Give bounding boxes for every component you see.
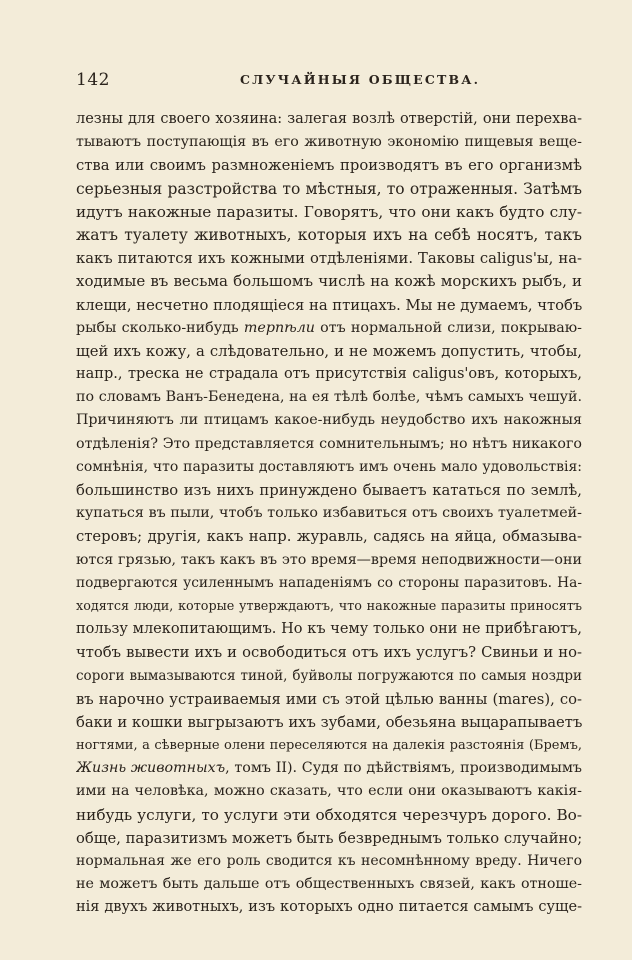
text-segment: ются грязью, такъ какъ въ это время—время неподвижности—они (76, 551, 582, 568)
text-segment: въ нарочно устраиваемыя ими съ этой цѣлью ванны (mares), со- (76, 690, 582, 708)
body-text (76, 108, 582, 920)
text-segment: отъ нормальной слизи, покрываю- (314, 319, 582, 336)
text-line (76, 525, 582, 548)
text-segment: ства или своимъ размноженіемъ производятъ въ его организмѣ (76, 157, 582, 175)
text-line (76, 154, 582, 177)
text-line (76, 873, 582, 896)
text-line (76, 502, 582, 525)
text-segment: чтобъ вывести ихъ и освободиться отъ ихъ услугъ? Свиньи и но- (76, 644, 582, 662)
text-line (76, 108, 582, 131)
text-segment: ходимые въ весьма большомъ числѣ на кожѣ морскихъ рыбъ, и (76, 272, 582, 291)
text-line (76, 178, 582, 201)
text-segment: обще, паразитизмъ можетъ быть безвреднымъ только случайно; (76, 829, 582, 847)
text-line (76, 270, 582, 293)
text-segment: большинство изъ нихъ принуждено бываетъ кататься по землѣ, (76, 482, 582, 499)
text-line (76, 595, 582, 618)
text-line (76, 224, 582, 247)
text-line (76, 827, 582, 850)
text-segment: идутъ накожные паразиты. Говорятъ, что они какъ будто слу- (76, 202, 582, 221)
text-segment: , томъ II). Судя по дѣйствіямъ, производимымъ (225, 760, 582, 777)
text-line (76, 711, 582, 734)
text-line (76, 294, 582, 317)
text-line (76, 780, 582, 803)
text-line (76, 247, 582, 270)
text-line (76, 688, 582, 711)
text-line (76, 850, 582, 873)
text-segment: ногтями, а сѣверные олени переселяются на далекія разстоянія (Бремъ, (76, 738, 582, 754)
text-segment: серьезныя разстройства то мѣстныя, то отраженныя. Затѣмъ (76, 179, 582, 198)
text-segment: клещи, несчетно плодящіеся на птицахъ. Мы не думаемъ, чтобъ (76, 296, 582, 314)
text-segment: рыбы сколько-нибудь (76, 319, 244, 336)
text-segment: нія двухъ животныхъ, изъ которыхъ одно питается самымъ суще- (76, 899, 582, 916)
text-segment: нормальная же его роль сводится къ несомнѣнному вреду. Ничего (76, 853, 582, 869)
italic-text: терпѣли (243, 319, 315, 336)
text-line (76, 201, 582, 224)
text-segment: не можетъ быть дальше отъ общественныхъ связей, какъ отноше- (76, 876, 582, 893)
text-segment: щей ихъ кожу, а слѣдовательно, и не можемъ допустить, чтобы, (76, 342, 582, 360)
italic-text: Жизнь животныхъ (76, 760, 226, 777)
text-line (76, 456, 582, 479)
text-segment: напр., треска не страдала отъ присутствія caligus'овъ, которыхъ, (76, 366, 582, 383)
text-line (76, 757, 582, 780)
text-line (76, 340, 582, 363)
text-segment: лезны для своего хозяина: залегая возлѣ отверстій, они перехва- (76, 111, 582, 127)
text-line (76, 317, 582, 340)
text-segment: по словамъ Ванъ-Бенедена, на ея тѣлѣ болѣе, чѣмъ самыхъ чешуй. (76, 389, 582, 406)
text-line (76, 734, 582, 757)
text-segment: подвергаются усиленнымъ нападеніямъ со стороны паразитовъ. На- (76, 574, 582, 591)
text-line (76, 549, 582, 572)
text-segment: отдѣленія? Это представляется сомнительнымъ; но нѣтъ никакого (76, 435, 582, 452)
text-line (76, 572, 582, 595)
text-segment: тываютъ поступающія въ его животную экономію пищевыя веще- (76, 134, 582, 151)
text-segment: стеровъ; другія, какъ напр. журавль, садясь на яйца, обмазыва- (76, 528, 582, 546)
text-line (76, 409, 582, 432)
text-segment: купаться въ пыли, чтобъ только избавиться отъ своихъ туалетмей- (76, 505, 582, 522)
text-line (76, 896, 582, 919)
text-line (76, 131, 582, 154)
text-line (76, 363, 582, 386)
text-segment: Причиняютъ ли птицамъ какое-нибудь неудобство ихъ накожныя (76, 412, 582, 429)
text-line (76, 618, 582, 641)
text-segment: какъ питаются ихъ кожными отдѣленіями. Таковы caligus'ы, на- (76, 250, 582, 268)
text-segment: сомнѣнія, что паразиты доставляютъ имъ очень мало удовольствія: (76, 458, 582, 475)
page-header (76, 70, 580, 94)
text-segment: жатъ туалету животныхъ, которыя ихъ на себѣ носятъ, такъ (76, 225, 582, 244)
text-line (76, 433, 582, 456)
text-segment: баки и кошки выгрызаютъ ихъ зубами, обезьяна выцарапываетъ (76, 713, 582, 731)
text-line (76, 804, 582, 827)
text-segment: нибудь услуги, то услуги эти обходятся черезчуръ дорого. Во- (76, 805, 582, 824)
text-line (76, 641, 582, 664)
text-line (76, 479, 582, 502)
running-title: СЛУЧАЙНЫЯ ОБЩЕСТВА. (240, 72, 481, 87)
text-segment: ими на человѣка, можно сказать, что если они оказываютъ какія- (76, 783, 582, 800)
text-line (76, 386, 582, 409)
page-number: 142 (76, 70, 110, 90)
text-segment: пользу млекопитающимъ. Но къ чему только они не прибѣгаютъ, (76, 621, 582, 638)
text-segment: ходятся люди, которые утверждаютъ, что накожные паразиты приносятъ (76, 598, 582, 614)
text-line (76, 665, 582, 688)
text-segment: сороги вымазываются тиной, буйволы погружаются по самыя ноздри (76, 667, 582, 684)
